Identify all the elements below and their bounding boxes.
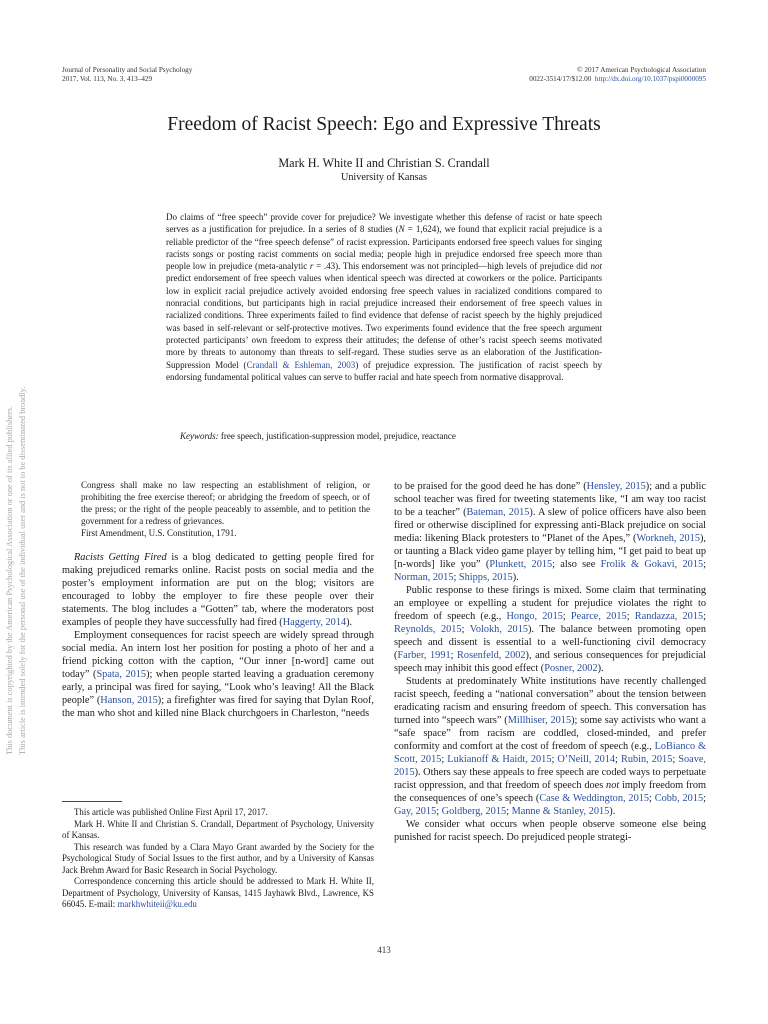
citation-link[interactable]: Randazza, 2015 — [634, 611, 704, 622]
body-text: to be praised for the good deed he has done” ( — [394, 481, 587, 492]
citation-link[interactable]: Pearce, 2015 — [570, 611, 627, 622]
body-text: ). The balance between promoting open speech and dissent is essential to a well-functioning civil democracy ( — [394, 624, 706, 661]
body-text: ; — [450, 650, 458, 661]
citation-link[interactable]: Crandall & Eshleman, 2003 — [246, 359, 356, 370]
journal-header — [62, 66, 192, 84]
body-text: ); a firefighter was fired for saying that Dylan Roof, the man who shot and killed nine Black churchgoers in Charleston, “needs — [62, 694, 374, 719]
citation-link[interactable]: Norman, 2015 — [394, 572, 454, 583]
body-text: ), or taunting a Black video game player by telling him, “I get paid to beat up [n-words] like you” ( — [394, 533, 706, 570]
body-text: ; — [551, 754, 558, 765]
body-text: ; — [672, 754, 679, 765]
abstract — [166, 211, 602, 383]
doi-link[interactable]: http://dx.doi.org/10.1037/pspi0000095 — [594, 75, 706, 83]
body-text: ; — [436, 806, 442, 817]
issn-doi-line — [529, 75, 706, 84]
issn: 0022-3514/17/$12.00 — [529, 75, 592, 83]
citation-link[interactable]: Millhiser, 2015 — [507, 715, 572, 726]
body-text: ; — [703, 611, 707, 622]
page-number: 413 — [377, 945, 391, 955]
copyright-line: © 2017 American Psychological Association — [577, 66, 706, 74]
body-text: imply freedom from the consequences of one’s speech ( — [394, 780, 706, 804]
citation-link[interactable]: Goldberg, 2015 — [441, 806, 507, 817]
body-text: is a blog dedicated to getting people fired for making prejudiced remarks online. Racist posts on social media and the poster’s employment information are put on the blog; visitors are encouraged to lobby the employer to fire these people over their statements. The blog includes a “Gotten” tab, where the moderators post examples of people they have successfully had fired ( — [62, 551, 375, 628]
citation-link[interactable]: Cobb, 2015 — [654, 793, 704, 804]
citation-link[interactable]: Rosenfeld, 2002 — [457, 650, 526, 661]
body-text: Employment consequences for racist speech are widely spread through social media. An intern lost her position for posting a photo of her and a friend picking cotton with the caption, “Our inner [n-word] came out today” ( — [62, 629, 374, 680]
journal-name: Journal of Personality and Social Psychology — [62, 66, 193, 74]
citation-link[interactable]: Manne & Stanley, 2015 — [511, 806, 610, 817]
citation-link[interactable]: Workneh, 2015 — [636, 533, 700, 544]
body-paragraph — [62, 551, 374, 629]
left-column — [62, 480, 374, 720]
citation-link[interactable]: Hensley, 2015 — [586, 481, 646, 492]
body-text: Public response to these firings is mixed. Some claim that terminating an employee or expelling a student for prejudice violates the right to freedom of speech (e.g., — [394, 585, 706, 622]
body-paragraph — [394, 584, 706, 675]
abstract-n-symbol: N — [398, 224, 405, 235]
body-text: ; — [562, 611, 571, 622]
citation-link[interactable]: Case & Weddington, 2015 — [539, 793, 650, 804]
body-text: ; — [626, 611, 635, 622]
abstract-text: = .43). This endorsement was not principled—high levels of prejudice did — [313, 261, 591, 272]
keywords — [180, 430, 600, 442]
citation-link[interactable]: Rubin, 2015 — [620, 754, 673, 765]
body-text: ; — [441, 754, 448, 765]
keywords-label: Keywords: — [180, 431, 219, 441]
footnote-divider — [62, 801, 122, 802]
footnote-funding: This research was funded by a Clara Mayo Grant awarded by the Society for the Psychological Study of Social Issues to the first author, and by a University of Kansas Jack Brehm Award for Basic Research in Social Psychology. — [62, 841, 374, 875]
footnote-correspondence — [62, 876, 374, 911]
body-text: ), and serious consequences for prejudicial speech may inhibit this good effect ( — [394, 650, 706, 674]
body-text: ; — [506, 806, 512, 817]
citation-link[interactable]: Reynolds, 2015 — [394, 624, 462, 635]
citation-link[interactable]: Frolik & Gokavi, 2015 — [600, 559, 704, 570]
citation-link[interactable]: Plunkett, 2015 — [489, 559, 553, 570]
citation-link[interactable]: Haggerty, 2014 — [282, 616, 347, 628]
body-paragraph — [394, 675, 706, 818]
keywords-text: free speech, justification-suppression model, prejudice, reactance — [218, 431, 456, 441]
epigraph — [81, 480, 370, 540]
body-text: ). — [346, 616, 353, 628]
body-text: ). A slew of police officers have also been fired or otherwise disciplined for expressing anti-Black prejudice on social media: likening Black protesters to “Planet of the Apes,” ( — [394, 507, 706, 544]
footnote-published: This article was published Online First April 17, 2017. — [74, 807, 268, 817]
body-text: ). — [597, 663, 604, 674]
citation-link[interactable]: Volokh, 2015 — [469, 624, 528, 635]
body-text: ); and a public school teacher was fired for tweeting statements like, “I am way too racist to be a teacher” ( — [394, 481, 706, 518]
copyright-header — [529, 66, 706, 84]
body-text: ; — [649, 793, 655, 804]
body-text: Students at predominately White institutions have recently challenged racist speech, feeding a “national conversation” about the tension between eradicating racism and ensuring freedom of speech. This conversation has turned into “speech wars” ( — [394, 676, 706, 726]
body-text: ). — [609, 806, 616, 817]
body-text: ; — [615, 754, 621, 765]
affiliation: University of Kansas — [340, 172, 427, 183]
copyright-sidebar-line-1: This document is copyrighted by the American Psychological Association or one of its allied publishers. — [5, 405, 14, 755]
authors: Mark H. White II and Christian S. Crandall — [278, 156, 490, 170]
abstract-text: ) of prejudice expression. The justification of racist speech by endorsing fundamental political values can serve to buffer racial and hate speech from normative disapproval. — [166, 359, 603, 382]
citation-link[interactable]: O’Neill, 2014 — [557, 754, 616, 765]
abstract-r-symbol: r — [309, 261, 314, 272]
body-text: ; — [461, 624, 470, 635]
body-text: ); some say activists who want a “safe space” from racism are coddled, closed-minded, and prefer conformity and comfort at the cost of freedom of speech (e.g., — [394, 715, 706, 752]
right-column — [394, 480, 706, 844]
body-text: ; — [453, 572, 459, 583]
body-text: ); when people started leaving a graduation ceremony early, a principal was fired for saying, “Look who’s leaving! All the Black people” ( — [62, 668, 375, 706]
body-emphasis: not — [606, 780, 620, 791]
citation-link[interactable]: Hongo, 2015 — [506, 611, 563, 622]
body-text: ; also see — [552, 559, 601, 570]
footnote-affiliation: Mark H. White II and Christian S. Crandall, Department of Psychology, University of Kansas. — [62, 818, 374, 840]
citation-link[interactable]: Spata, 2015 — [96, 668, 147, 680]
email-link[interactable]: markhwhiteii@ku.edu — [117, 899, 197, 909]
citation-link[interactable]: Hanson, 2015 — [100, 694, 158, 706]
footnote-text: Correspondence concerning this article should be addressed to Mark H. White II, Department of Psychology, University of Kansas, 1415 Jayhawk Blvd., Lawrence, KS 66045. E-mail: — [62, 876, 374, 909]
footnotes — [62, 807, 374, 911]
citation-link[interactable]: Lukianoff & Haidt, 2015 — [447, 754, 552, 765]
body-paragraph: We consider what occurs when people observe someone else being punished for racist speech. Do prejudiced people strategi- — [394, 819, 706, 843]
citation-link[interactable]: Farber, 1991 — [397, 650, 451, 661]
paper-title: Freedom of Racist Speech: Ego and Expressive Threats — [167, 114, 601, 135]
epigraph-source: First Amendment, U.S. Constitution, 1791. — [81, 527, 237, 538]
copyright-sidebar-line-2: This article is intended solely for the personal use of the individual user and is not to be disseminated broadly. — [18, 386, 27, 755]
blog-name: Racists Getting Fired — [74, 551, 167, 563]
body-text: ). — [512, 572, 519, 583]
body-text: ; — [703, 793, 706, 804]
abstract-text: Do claims of “free speech” provide cover for prejudice? We investigate whether this defense of racist or hate speech serves as a justification for prejudice. In a series of 8 studies ( — [166, 212, 602, 235]
abstract-text: predict endorsement of free speech values when identical speech was directed at coworkers or the police. Participants low in explicit racial prejudice actively avoided endorsing free speech values in racialized conditions compared to nonracial conditions, but participants high in racial prejudice increased their endorsement of free speech values in racialized conditions. Three experiments failed to find evidence that defense of racist speech by the highly prejudiced was based in self-relevant or self-protective motives. Two experiments found evidence that the free speech argument protected participants’ own freedom to express their attitudes; the defense of other’s racist speech seems motivated more by threats to autonomy than threats to self-regard. These studies serve as an elaboration of the Justification-Suppression Model ( — [166, 273, 602, 370]
citation-link[interactable]: Soave, 2015 — [394, 754, 706, 778]
body-text: ). Others say these appeals to free speech are coded ways to perpetuate racist oppression, and that freedom of speech does — [394, 767, 706, 791]
body-paragraph — [394, 480, 706, 584]
citation-link[interactable]: Posner, 2002 — [544, 663, 598, 674]
citation-link[interactable]: LoBianco & Scott, 2015 — [394, 741, 706, 765]
citation-link[interactable]: Shipps, 2015 — [458, 572, 513, 583]
abstract-text: = 1,624), we found that explicit racial prejudice is a reliable predictor of the “free speech defense” of racist expression. Participants endorsed free speech values for singing racists songs or posting racist comments on social media; people high in prejudice endorsed free speech more than people low in prejudice (meta-analytic — [166, 224, 602, 272]
epigraph-quote: Congress shall make no law respecting an establishment of religion, or prohibiting the free exercise thereof; or abridging the freedom of speech, or of the press; or the right of the people peaceably to assemble, and to petition the government for a redress of grievances. — [81, 480, 370, 526]
journal-volume: 2017, Vol. 113, No. 3, 413–429 — [62, 75, 153, 83]
body-paragraph — [62, 629, 374, 720]
citation-link[interactable]: Gay, 2015 — [394, 806, 437, 817]
abstract-emphasis: not — [590, 261, 602, 272]
body-text: ; — [703, 559, 706, 570]
citation-link[interactable]: Bateman, 2015 — [466, 507, 530, 518]
